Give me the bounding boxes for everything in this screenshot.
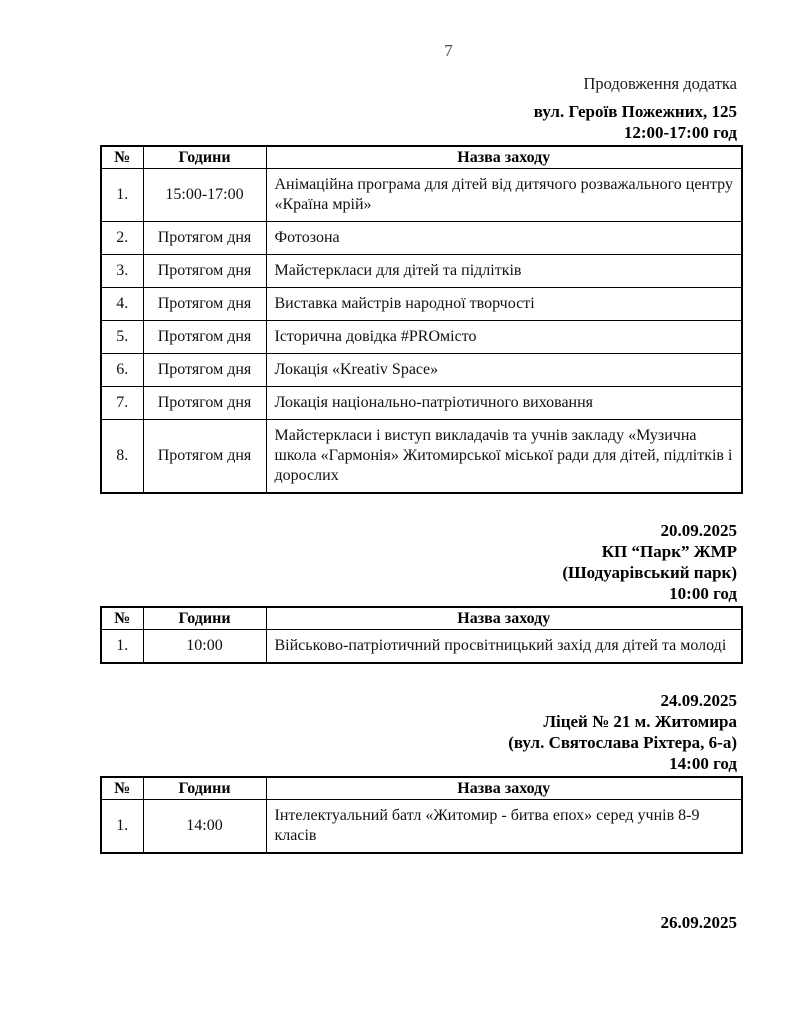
- event-time-cell: Протягом дня: [143, 420, 266, 494]
- page-number: 7: [444, 41, 453, 60]
- events-table: [100, 606, 743, 664]
- table-row: [101, 222, 742, 255]
- section-heading-line: 20.09.2025: [660, 521, 737, 540]
- section-heading-block: [100, 520, 743, 604]
- section-heading-line: Ліцей № 21 м. Житомира: [543, 712, 737, 731]
- event-time-cell: Протягом дня: [143, 321, 266, 354]
- section-heading-line: 24.09.2025: [660, 691, 737, 710]
- table-row: [101, 387, 742, 420]
- section-heading-block: [100, 101, 743, 143]
- table-header-row: [101, 777, 742, 800]
- section-heading-line: КП “Парк” ЖМР: [601, 542, 737, 561]
- table-row: [101, 354, 742, 387]
- event-time-cell: Протягом дня: [143, 255, 266, 288]
- section-heading-line: (вул. Святослава Ріхтера, 6-а): [508, 733, 737, 752]
- section-heading-line: 10:00 год: [669, 584, 737, 603]
- event-name-cell: Анімаційна програма для дітей від дитячого розважального центру «Країна мрій»: [266, 169, 742, 222]
- event-name-cell: Майстеркласи і виступ викладачів та учнів закладу «Музична школа «Гармонія» Житомирської міської ради для дітей, підлітків і дорослих: [266, 420, 742, 494]
- column-header: №: [101, 777, 143, 800]
- table-header-row: [101, 607, 742, 630]
- event-time-cell: Протягом дня: [143, 222, 266, 255]
- appendix-continuation-note: Продовження додатка: [583, 74, 737, 93]
- event-name-cell: Фотозона: [266, 222, 742, 255]
- event-name-cell: Локація «Kreativ Space»: [266, 354, 742, 387]
- event-time-cell: 14:00: [143, 800, 266, 854]
- table-row: [101, 800, 742, 854]
- event-time-cell: 15:00-17:00: [143, 169, 266, 222]
- table-header-row: [101, 146, 742, 169]
- section-heading-line: 12:00-17:00 год: [623, 123, 737, 142]
- event-name-cell: Інтелектуальний батл «Житомир - битва епох» серед учнів 8-9 класів: [266, 800, 742, 854]
- event-num-cell: 3.: [101, 255, 143, 288]
- table-row: [101, 420, 742, 494]
- event-num-cell: 1.: [101, 630, 143, 664]
- event-section: [100, 690, 743, 854]
- event-name-cell: Військово-патріотичний просвітницький захід для дітей та молоді: [266, 630, 742, 664]
- event-num-cell: 8.: [101, 420, 143, 494]
- event-section: [100, 101, 743, 494]
- event-time-cell: Протягом дня: [143, 354, 266, 387]
- event-num-cell: 1.: [101, 800, 143, 854]
- column-header: Години: [143, 777, 266, 800]
- event-num-cell: 1.: [101, 169, 143, 222]
- event-name-cell: Виставка майстрів народної творчості: [266, 288, 742, 321]
- column-header: №: [101, 146, 143, 169]
- column-header: №: [101, 607, 143, 630]
- event-section: [100, 520, 743, 664]
- footer-date: 26.09.2025: [660, 913, 737, 932]
- sections-container: [100, 101, 743, 854]
- section-heading-line: 14:00 год: [669, 754, 737, 773]
- table-row: [101, 255, 742, 288]
- event-num-cell: 7.: [101, 387, 143, 420]
- events-table: [100, 145, 743, 494]
- event-time-cell: 10:00: [143, 630, 266, 664]
- table-row: [101, 630, 742, 664]
- event-time-cell: Протягом дня: [143, 387, 266, 420]
- event-name-cell: Майстеркласи для дітей та підлітків: [266, 255, 742, 288]
- column-header: Назва заходу: [266, 146, 742, 169]
- event-num-cell: 2.: [101, 222, 143, 255]
- table-row: [101, 169, 742, 222]
- column-header: Назва заходу: [266, 607, 742, 630]
- event-time-cell: Протягом дня: [143, 288, 266, 321]
- events-table: [100, 776, 743, 854]
- section-heading-line: вул. Героїв Пожежних, 125: [533, 102, 737, 121]
- table-row: [101, 288, 742, 321]
- column-header: Назва заходу: [266, 777, 742, 800]
- event-num-cell: 6.: [101, 354, 143, 387]
- column-header: Години: [143, 146, 266, 169]
- event-name-cell: Історична довідка #PROмісто: [266, 321, 742, 354]
- section-heading-block: [100, 690, 743, 774]
- table-row: [101, 321, 742, 354]
- section-heading-line: (Шодуарівський парк): [562, 563, 737, 582]
- event-name-cell: Локація національно-патріотичного виховання: [266, 387, 742, 420]
- event-num-cell: 4.: [101, 288, 143, 321]
- column-header: Години: [143, 607, 266, 630]
- event-num-cell: 5.: [101, 321, 143, 354]
